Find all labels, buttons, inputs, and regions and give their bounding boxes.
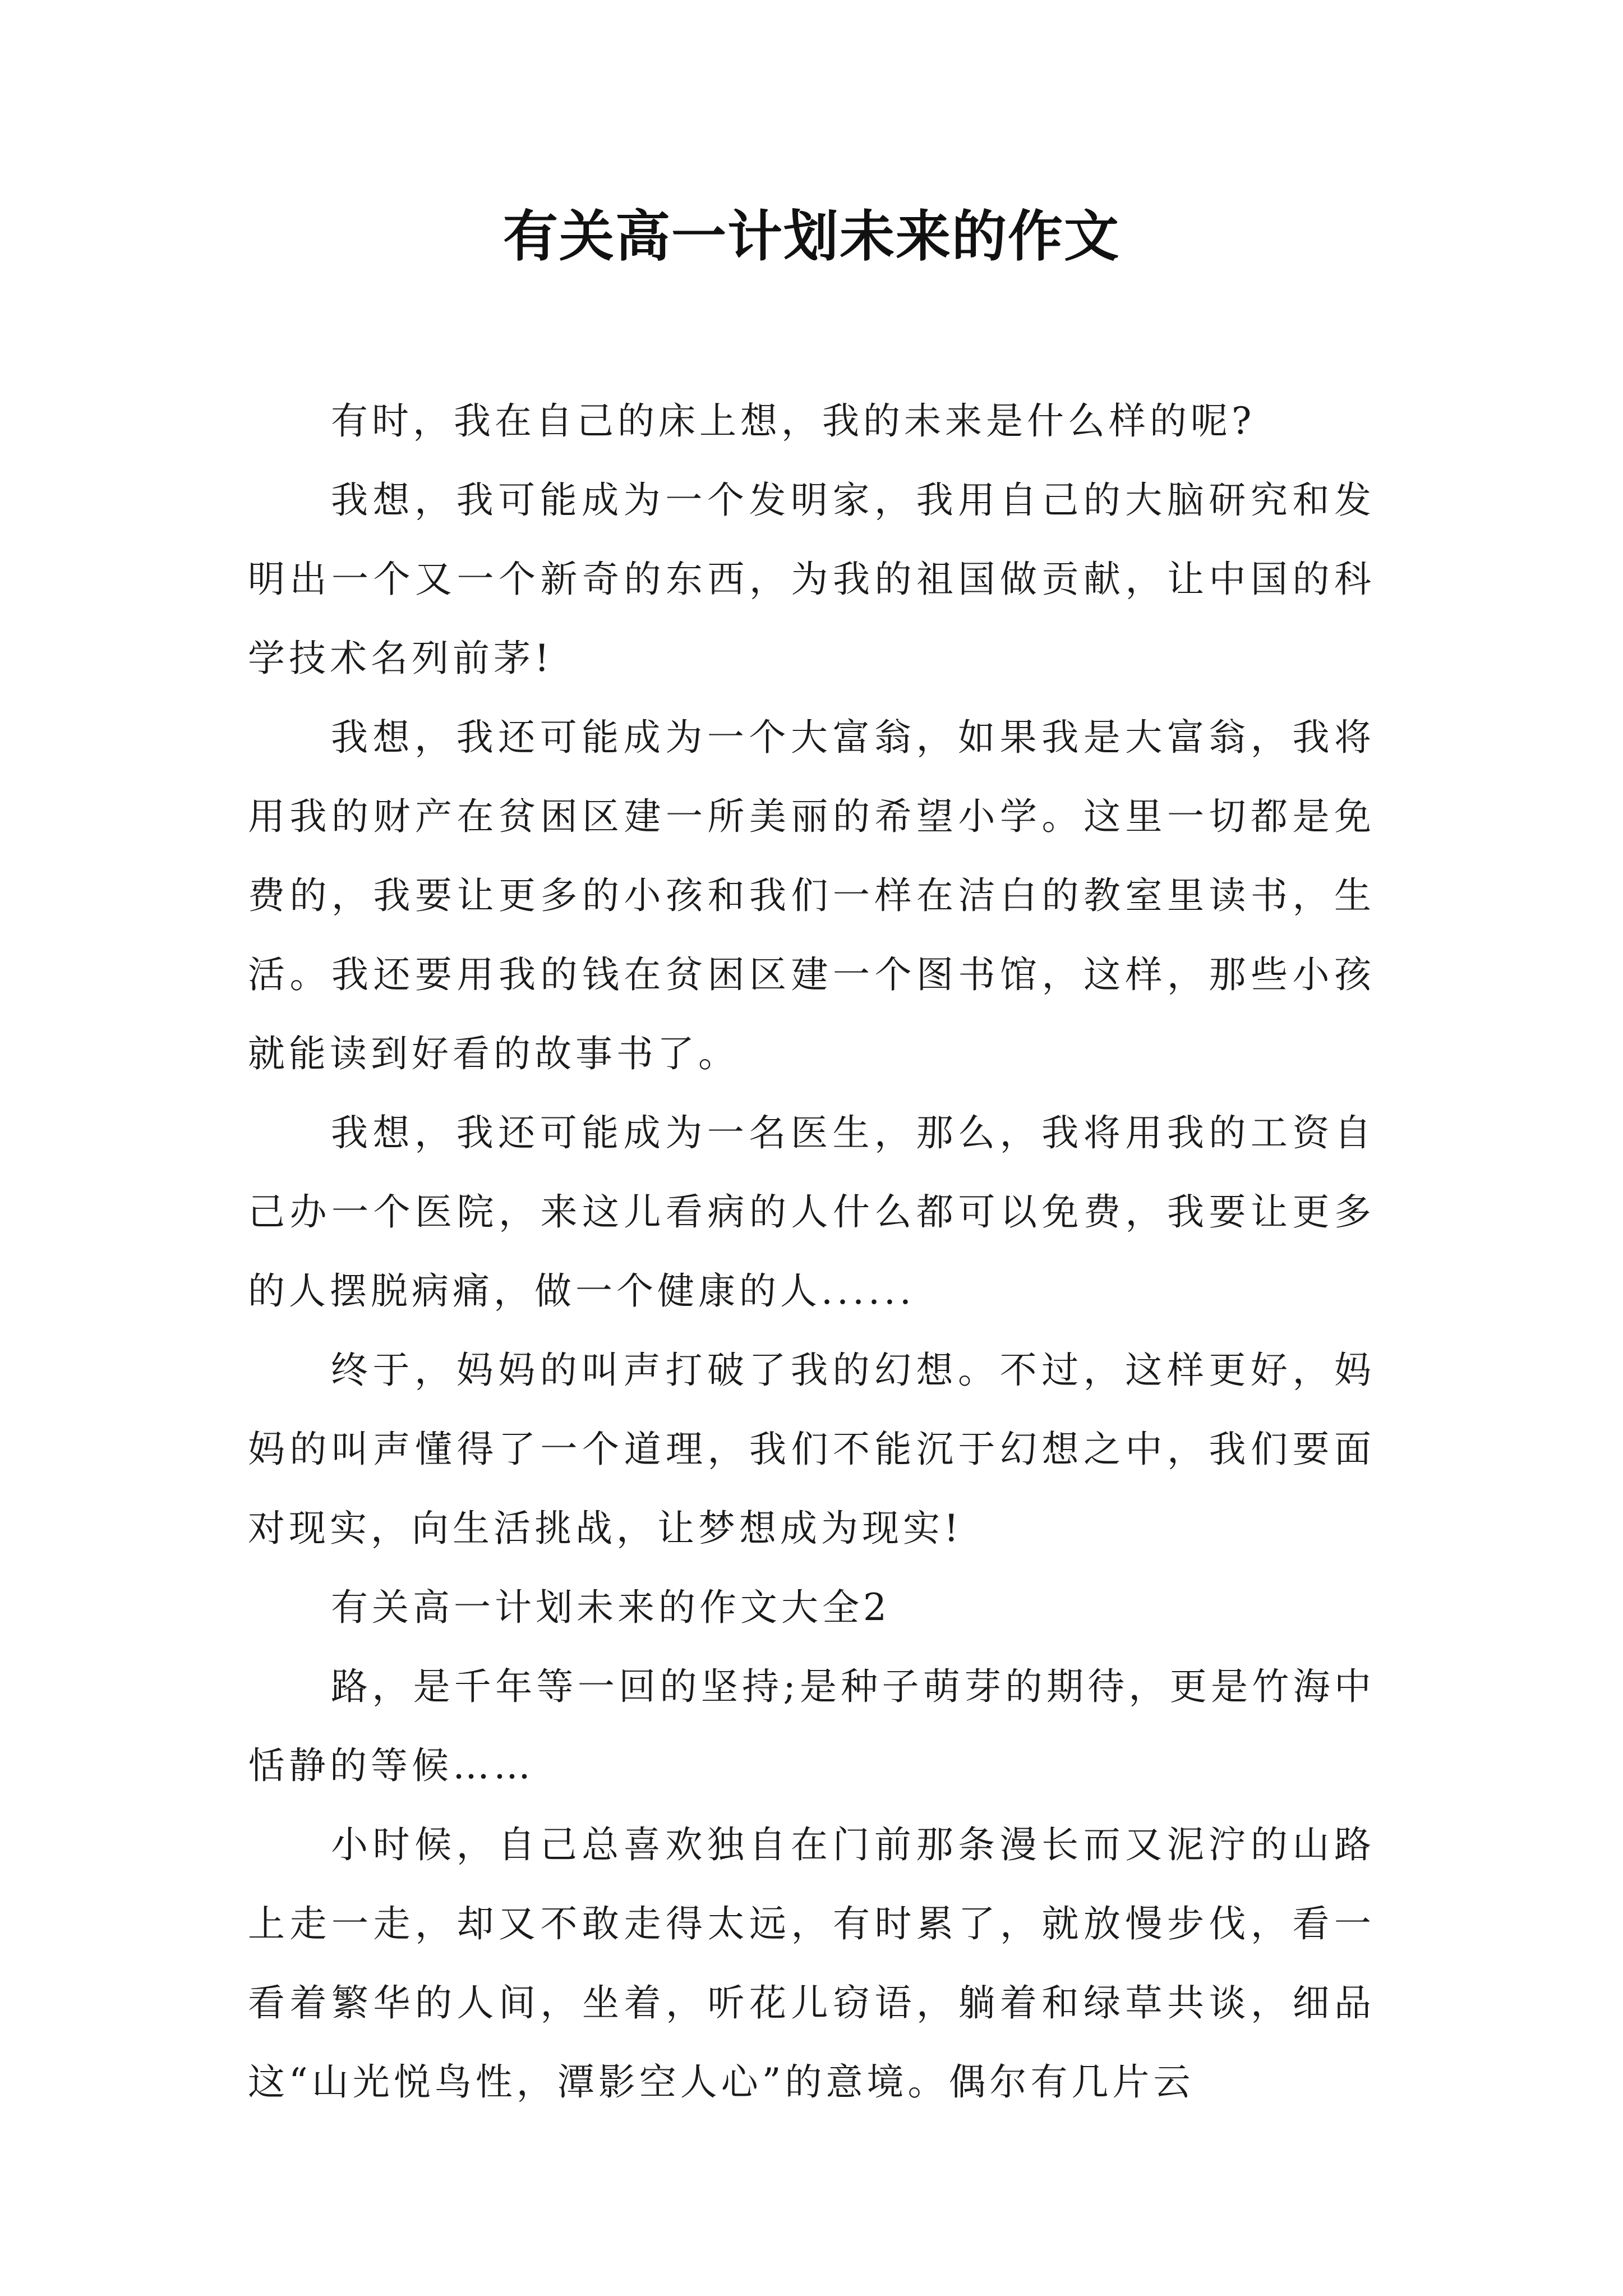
paragraph: 路，是千年等一回的坚持;是种子萌芽的期待，更是竹海中恬静的等候…… <box>248 1665 1375 1787</box>
document-title: 有关高一计划未来的作文 <box>502 204 1120 269</box>
paragraph: 我想，我还可能成为一个大富翁，如果我是大富翁，我将用我的财产在贫困区建一所美丽的希望小学。这里一切都是免费的，我要让更多的小孩和我们一样在洁白的教室里读书，生活。我还要用我的钱在贫困区建一个图书馆，这样，那些小孩就能读到好看的故事书了。 <box>248 716 1375 1075</box>
paragraph: 小时候，自己总喜欢独自在门前那条漫长而又泥泞的山路上走一走，却又不敢走得太远，有时累了，就放慢步伐，看一看着繁华的人间，坐着，听花儿窃语，躺着和绿草共谈，细品这“山光悦鸟性，潭影空人心”的意境。偶尔有几片云 <box>248 1823 1375 2104</box>
paragraph: 有时，我在自己的床上想，我的未来是什么样的呢? <box>331 399 1256 443</box>
section-heading: 有关高一计划未来的作文大全2 <box>331 1586 891 1629</box>
paragraph: 我想，我可能成为一个发明家，我用自己的大脑研究和发明出一个又一个新奇的东西，为我的祖国做贡献，让中国的科学技术名列前茅! <box>248 478 1375 680</box>
document-body <box>248 381 1375 2122</box>
paragraph: 终于，妈妈的叫声打破了我的幻想。不过，这样更好，妈妈的叫声懂得了一个道理，我们不能沉于幻想之中，我们要面对现实，向生活挑战，让梦想成为现实! <box>248 1349 1375 1550</box>
paragraph: 我想，我还可能成为一名医生，那么，我将用我的工资自己办一个医院，来这儿看病的人什么都可以免费，我要让更多的人摆脱病痛，做一个健康的人...... <box>248 1111 1375 1313</box>
